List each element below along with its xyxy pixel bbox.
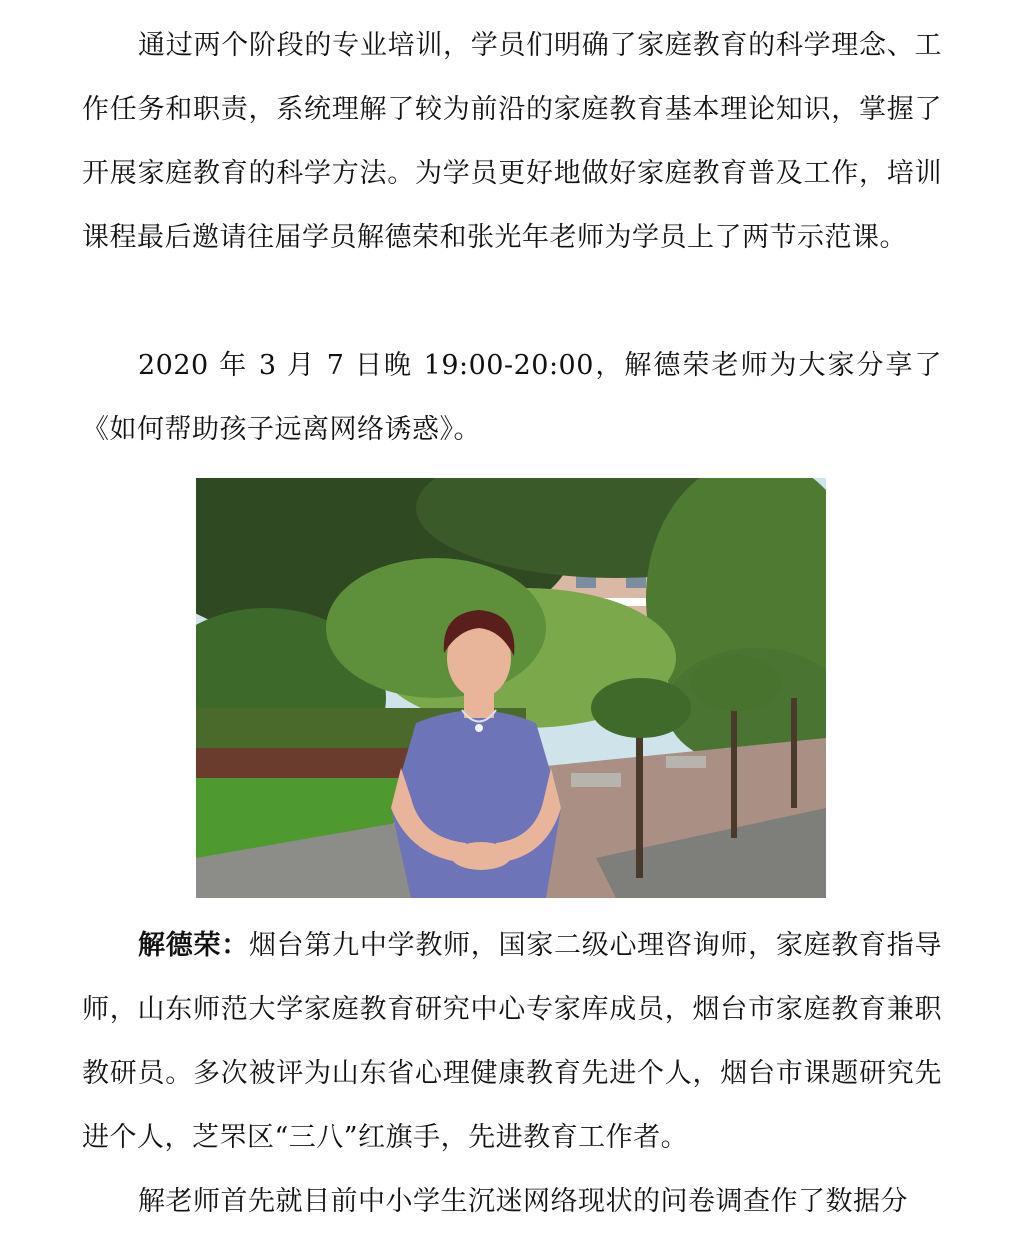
teacher-bio-text: 烟台第九中学教师，国家二级心理咨询师，家庭教育指导师，山东师范大学家庭教育研究中心专家库成员，烟台市家庭教育兼职教研员。多次被评为山东省心理健康教育先进个人，烟台市课题研究先进个人，芝罘区“三八”红旗手，先进教育工作者。 — [82, 930, 943, 1153]
teacher-photo — [196, 478, 826, 898]
paragraph-teacher-bio — [82, 914, 942, 1170]
paragraph-lecture-start: 解老师首先就目前中小学生沉迷网络现状的问卷调查作了数据分 — [138, 1186, 908, 1217]
photo-illustration — [196, 478, 826, 898]
paragraph-training-summary: 通过两个阶段的专业培训，学员们明确了家庭教育的科学理念、工作任务和职责，系统理解了较为前沿的家庭教育基本理论知识，掌握了开展家庭教育的科学方法。为学员更好地做好家庭教育普及工作，培训课程最后邀请往届学员解德荣和张光年老师为学员上了两节示范课。 — [82, 30, 942, 253]
teacher-name: 解德荣： — [138, 930, 249, 961]
paragraph-lecture-date: 2020 年 3 月 7 日晚 19:00-20:00，解德荣老师为大家分享了《如何帮助孩子远离网络诱惑》。 — [82, 350, 942, 445]
